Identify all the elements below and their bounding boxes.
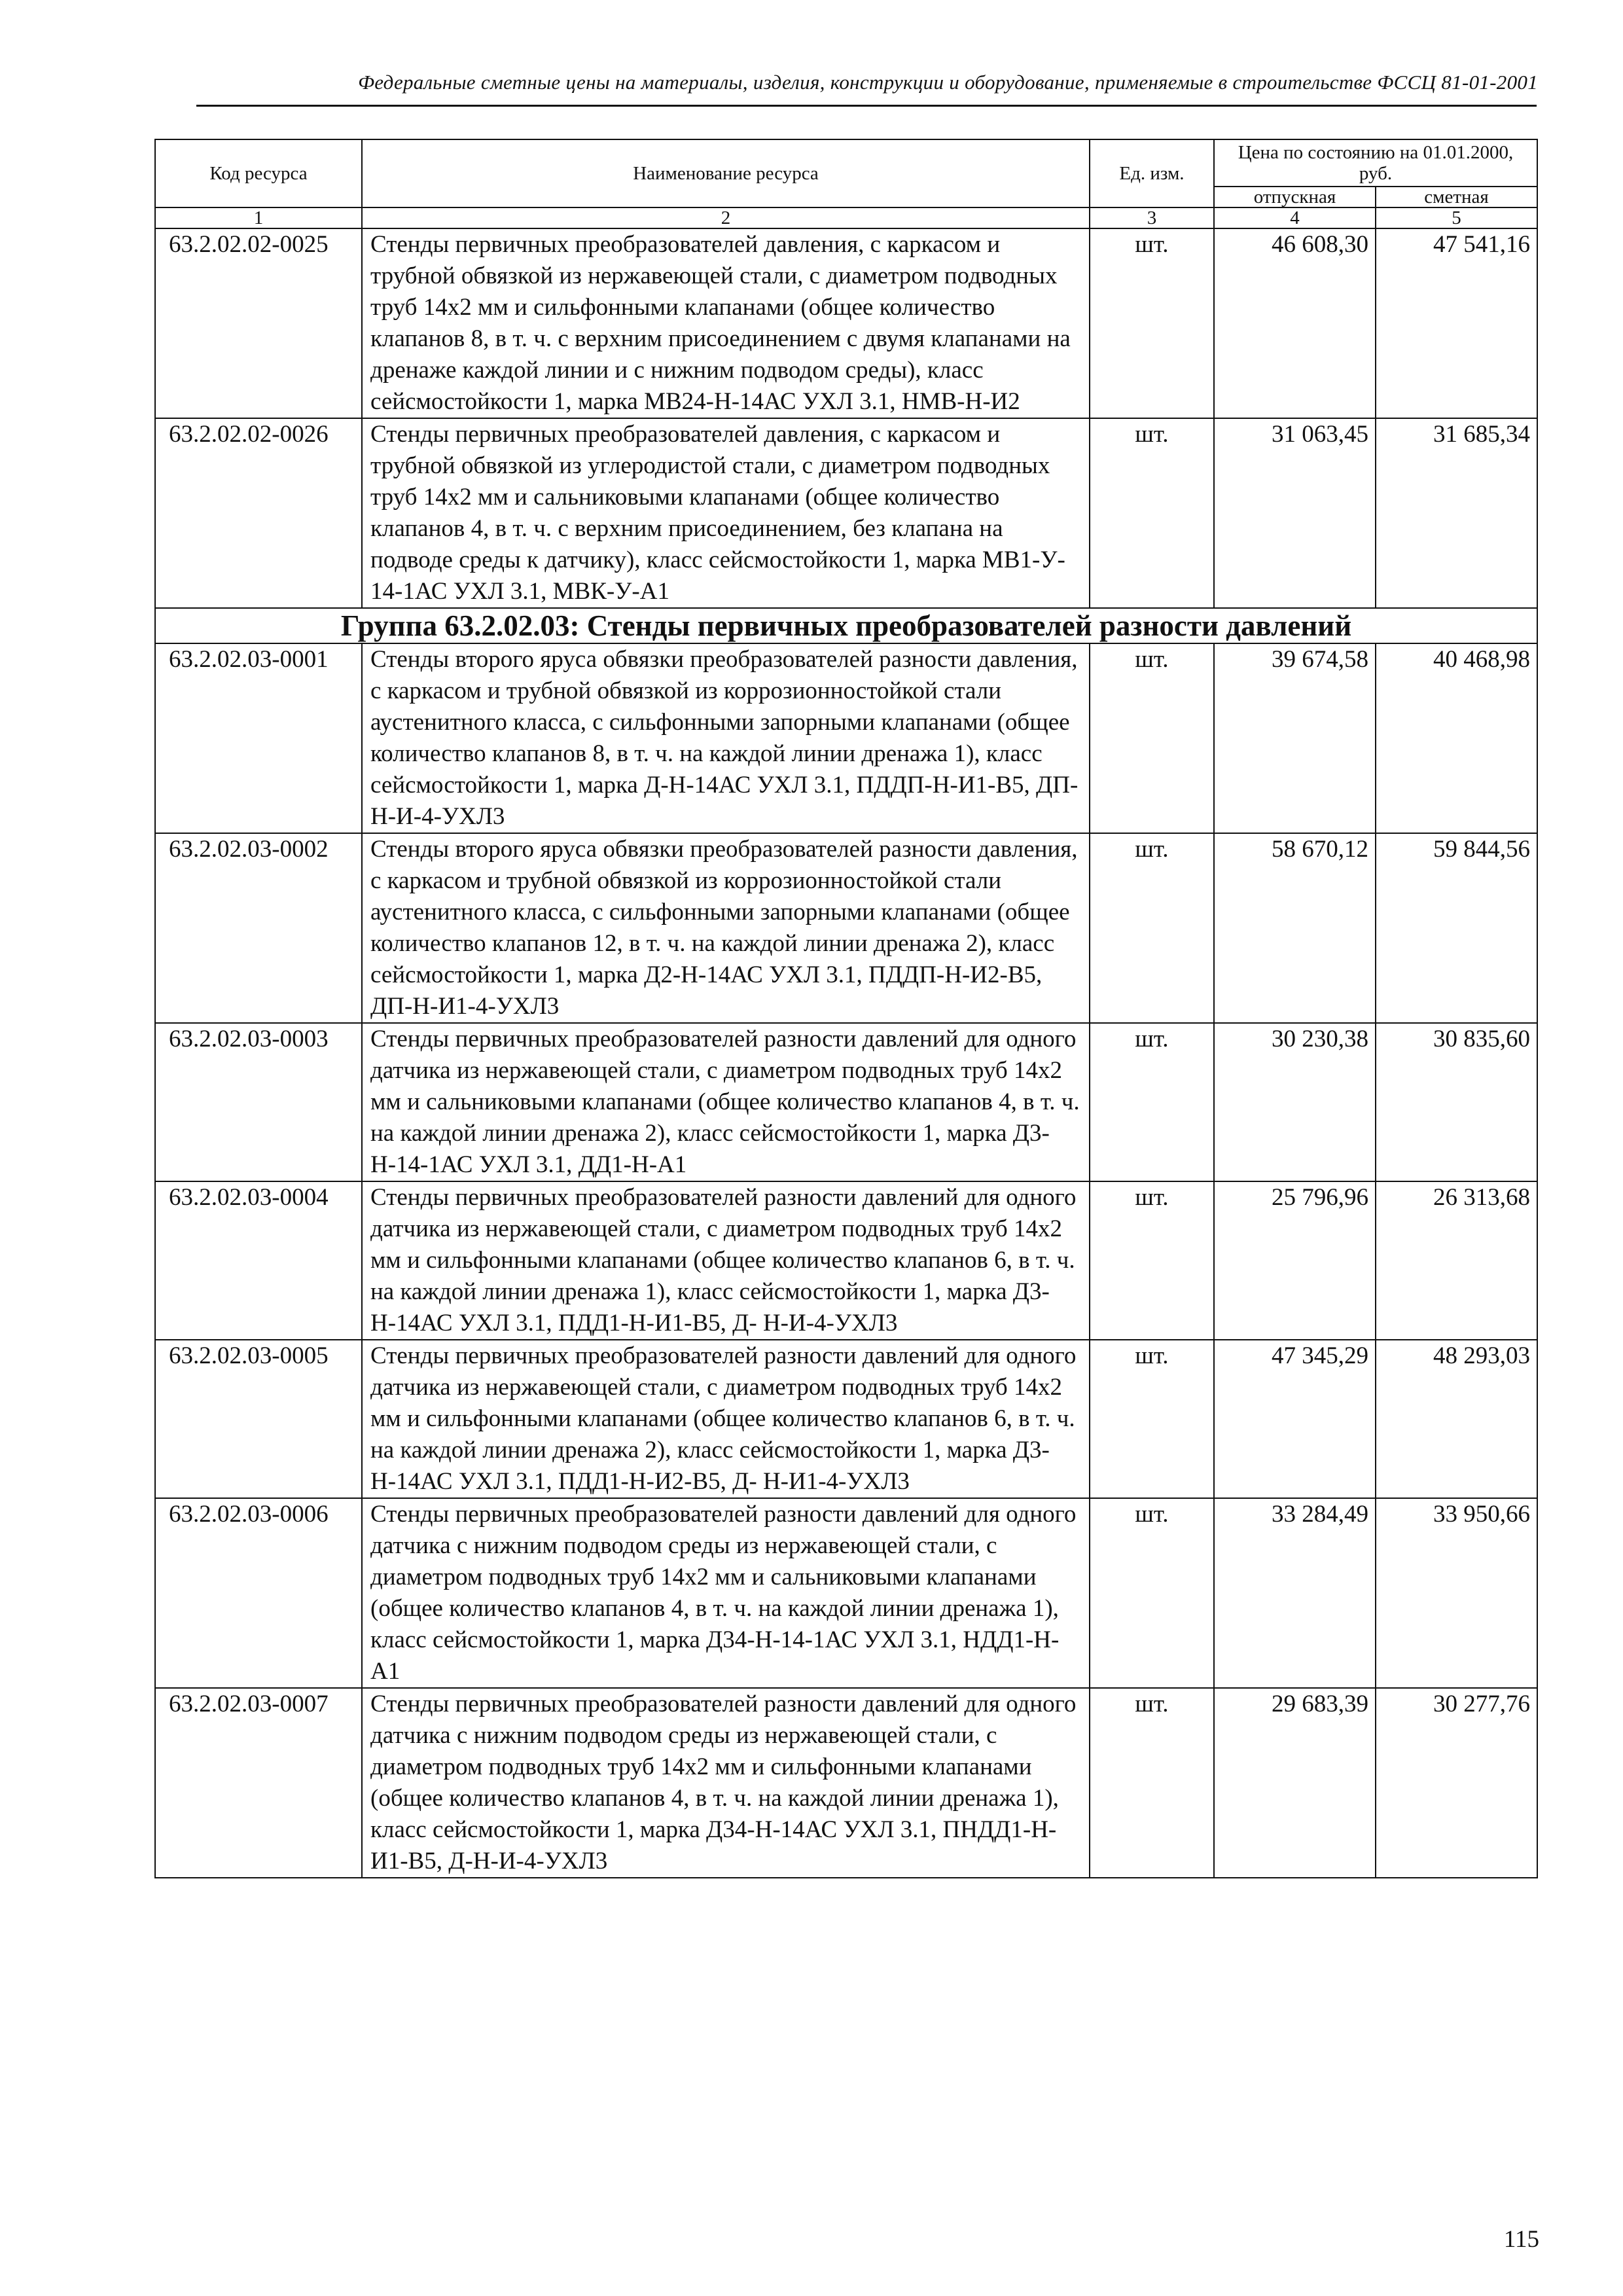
table-row — [155, 1340, 1537, 1498]
page-number: 115 — [1503, 2226, 1539, 2253]
resource-unit: шт. — [1090, 1023, 1214, 1181]
table-row — [155, 643, 1537, 833]
resource-unit: шт. — [1090, 1181, 1214, 1340]
resource-code: 63.2.02.03-0002 — [155, 833, 362, 1023]
header-row — [155, 139, 1537, 187]
table-row — [155, 1688, 1537, 1878]
resource-unit: шт. — [1090, 1340, 1214, 1498]
estimate-price: 30 277,76 — [1376, 1688, 1537, 1878]
resource-name: Стенды второго яруса обвязки преобразователей разности давления, с каркасом и трубной обвязкой из коррозионностойкой стали аустенитного класса, с сильфонными запорными клапанами (общее количество клапанов 12, в т. ч. на каждой линии дренажа 2), класс сейсмостойкости 1, марка Д2-Н-14АС УХЛ 3.1, ПДДП-Н-И2-В5, ДП-Н-И1-4-УХЛ3 — [362, 833, 1090, 1023]
col-header-release: отпускная — [1214, 187, 1376, 207]
page-header-title: Федеральные сметные цены на материалы, изделия, конструкции и оборудование, применяемые в строительстве ФССЦ 81-01-2001 — [358, 71, 1538, 94]
resource-unit: шт. — [1090, 1688, 1214, 1878]
release-price: 25 796,96 — [1214, 1181, 1376, 1340]
resource-name: Стенды первичных преобразователей разности давлений для одного датчика с нижним подводом среды из нержавеющей стали, с диаметром подводных труб 14х2 мм и сильфонными клапанами (общее количество клапанов 4, в т. ч. на каждой линии дренажа 1), класс сейсмостойкости 1, марка Д34-Н-14АС УХЛ 3.1, ПНДД1-Н- И1-В5, Д-Н-И-4-УХЛ3 — [362, 1688, 1090, 1878]
estimate-price: 30 835,60 — [1376, 1023, 1537, 1181]
resource-unit: шт. — [1090, 418, 1214, 608]
price-table — [154, 139, 1538, 1878]
col-header-estimate: сметная — [1376, 187, 1537, 207]
resource-code: 63.2.02.03-0006 — [155, 1498, 362, 1688]
release-price: 39 674,58 — [1214, 643, 1376, 833]
col-header-code: Код ресурса — [155, 139, 362, 207]
resource-name: Стенды первичных преобразователей давления, с каркасом и трубной обвязкой из углеродистой стали, с диаметром подводных труб 14х2 мм и сальниковыми клапанами (общее количество клапанов 4, в т. ч. с верхним присоединением, без клапана на подводе среды к датчику), класс сейсмостойкости 1, марка МВ1-У- 14-1АС УХЛ 3.1, МВК-У-А1 — [362, 418, 1090, 608]
release-price: 29 683,39 — [1214, 1688, 1376, 1878]
table-row — [155, 228, 1537, 418]
resource-code: 63.2.02.02-0026 — [155, 418, 362, 608]
release-price: 33 284,49 — [1214, 1498, 1376, 1688]
col-header-unit: Ед. изм. — [1090, 139, 1214, 207]
table-row — [155, 1498, 1537, 1688]
estimate-price: 48 293,03 — [1376, 1340, 1537, 1498]
estimate-price: 59 844,56 — [1376, 833, 1537, 1023]
estimate-price: 33 950,66 — [1376, 1498, 1537, 1688]
resource-unit: шт. — [1090, 228, 1214, 418]
resource-code: 63.2.02.03-0004 — [155, 1181, 362, 1340]
column-number: 5 — [1376, 207, 1537, 228]
resource-code: 63.2.02.03-0007 — [155, 1688, 362, 1878]
group-title: Группа 63.2.02.03: Стенды первичных преобразователей разности давлений — [155, 608, 1537, 643]
table-row — [155, 418, 1537, 608]
header-rule — [196, 105, 1537, 107]
release-price: 47 345,29 — [1214, 1340, 1376, 1498]
resource-unit: шт. — [1090, 833, 1214, 1023]
table-row — [155, 833, 1537, 1023]
release-price: 46 608,30 — [1214, 228, 1376, 418]
estimate-price: 47 541,16 — [1376, 228, 1537, 418]
resource-unit: шт. — [1090, 1498, 1214, 1688]
estimate-price: 31 685,34 — [1376, 418, 1537, 608]
column-number: 2 — [362, 207, 1090, 228]
column-number: 4 — [1214, 207, 1376, 228]
release-price: 30 230,38 — [1214, 1023, 1376, 1181]
col-header-price: Цена по состоянию на 01.01.2000, руб. — [1214, 139, 1537, 187]
resource-code: 63.2.02.03-0005 — [155, 1340, 362, 1498]
resource-unit: шт. — [1090, 643, 1214, 833]
column-number: 3 — [1090, 207, 1214, 228]
resource-name: Стенды первичных преобразователей разности давлений для одного датчика из нержавеющей стали, с диаметром подводных труб 14х2 мм и сильфонными клапанами (общее количество клапанов 6, в т. ч. на каждой линии дренажа 2), класс сейсмостойкости 1, марка Д3-Н-14АС УХЛ 3.1, ПДД1-Н-И2-В5, Д- Н-И1-4-УХЛ3 — [362, 1340, 1090, 1498]
column-number-row — [155, 207, 1537, 228]
estimate-price: 26 313,68 — [1376, 1181, 1537, 1340]
resource-name: Стенды второго яруса обвязки преобразователей разности давления, с каркасом и трубной обвязкой из коррозионностойкой стали аустенитного класса, с сильфонными запорными клапанами (общее количество клапанов 8, в т. ч. на каждой линии дренажа 1), класс сейсмостойкости 1, марка Д-Н-14АС УХЛ 3.1, ПДДП-Н-И1-В5, ДП-Н-И-4-УХЛ3 — [362, 643, 1090, 833]
resource-code: 63.2.02.03-0003 — [155, 1023, 362, 1181]
resource-name: Стенды первичных преобразователей давления, с каркасом и трубной обвязкой из нержавеющей стали, с диаметром подводных труб 14х2 мм и сильфонными клапанами (общее количество клапанов 8, в т. ч. с верхним присоединением с двумя клапанами на дренаже каждой линии и с нижним подводом среды), класс сейсмостойкости 1, марка МВ24-Н-14АС УХЛ 3.1, НМВ-Н-И2 — [362, 228, 1090, 418]
resource-name: Стенды первичных преобразователей разности давлений для одного датчика с нижним подводом среды из нержавеющей стали, с диаметром подводных труб 14х2 мм и сальниковыми клапанами (общее количество клапанов 4, в т. ч. на каждой линии дренажа 1), класс сейсмостойкости 1, марка Д34-Н-14-1АС УХЛ 3.1, НДД1-Н- А1 — [362, 1498, 1090, 1688]
col-header-name: Наименование ресурса — [362, 139, 1090, 207]
estimate-price: 40 468,98 — [1376, 643, 1537, 833]
release-price: 58 670,12 — [1214, 833, 1376, 1023]
table-row — [155, 1181, 1537, 1340]
group-row — [155, 608, 1537, 643]
table-row — [155, 1023, 1537, 1181]
resource-code: 63.2.02.02-0025 — [155, 228, 362, 418]
column-number: 1 — [155, 207, 362, 228]
resource-name: Стенды первичных преобразователей разности давлений для одного датчика из нержавеющей стали, с диаметром подводных труб 14х2 мм и сильфонными клапанами (общее количество клапанов 6, в т. ч. на каждой линии дренажа 1), класс сейсмостойкости 1, марка Д3-Н-14АС УХЛ 3.1, ПДД1-Н-И1-В5, Д- Н-И-4-УХЛ3 — [362, 1181, 1090, 1340]
release-price: 31 063,45 — [1214, 418, 1376, 608]
resource-name: Стенды первичных преобразователей разности давлений для одного датчика из нержавеющей стали, с диаметром подводных труб 14х2 мм и сальниковыми клапанами (общее количество клапанов 4, в т. ч. на каждой линии дренажа 2), класс сейсмостойкости 1, марка Д3-Н-14-1АС УХЛ 3.1, ДД1-Н-А1 — [362, 1023, 1090, 1181]
resource-code: 63.2.02.03-0001 — [155, 643, 362, 833]
